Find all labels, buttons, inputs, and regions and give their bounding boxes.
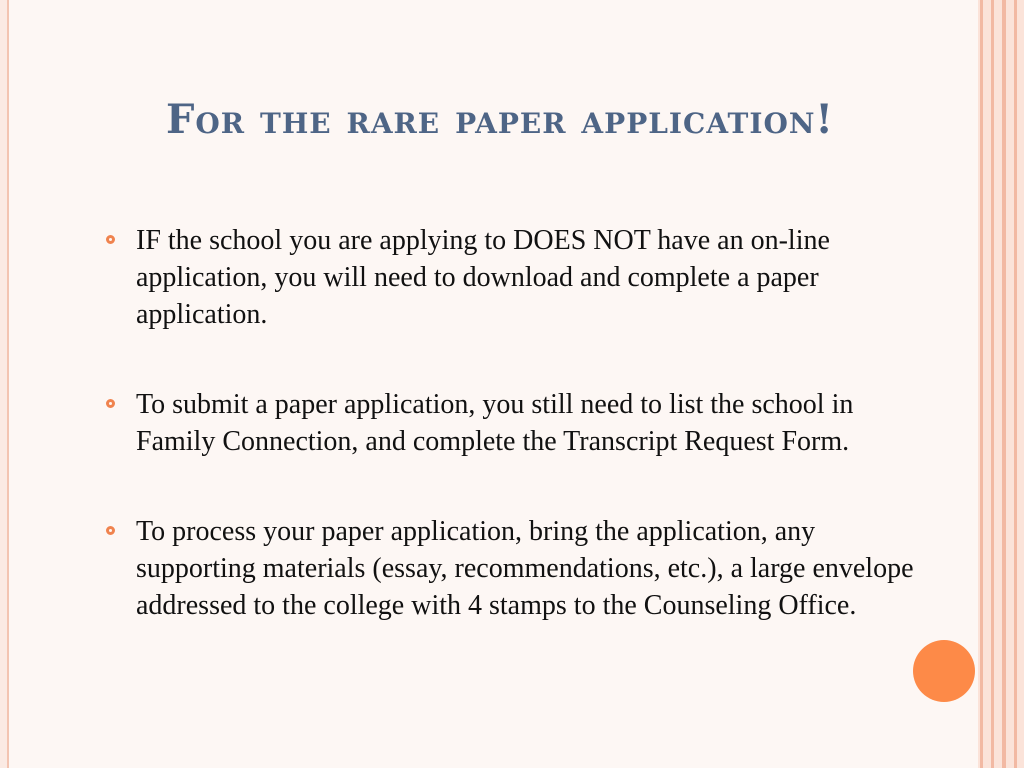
hollow-circle-bullet-icon [106, 526, 115, 535]
right-stripe-line [1002, 0, 1006, 768]
bullet-text: To process your paper application, bring the application, any supporting materials (essay, recommendations, etc.), a large envelope addressed to the college with 4 stamps to the Counseling Office. [136, 516, 914, 621]
bullet-text: To submit a paper application, you still need to list the school in Family Connection, and complete the Transcript Request Form. [136, 389, 854, 457]
bullet-list [103, 222, 933, 677]
bullet-item [103, 386, 933, 460]
right-stripe-line [1014, 0, 1017, 768]
orange-circle-decoration [913, 640, 975, 702]
slide-title: For the rare paper application! [166, 96, 834, 143]
bullet-text: IF the school you are applying to DOES NOT have an on-line application, you will need to download and complete a paper application. [136, 225, 830, 330]
hollow-circle-bullet-icon [106, 399, 115, 408]
bullet-item [103, 513, 933, 624]
hollow-circle-bullet-icon [106, 235, 115, 244]
bullet-item [103, 222, 933, 333]
